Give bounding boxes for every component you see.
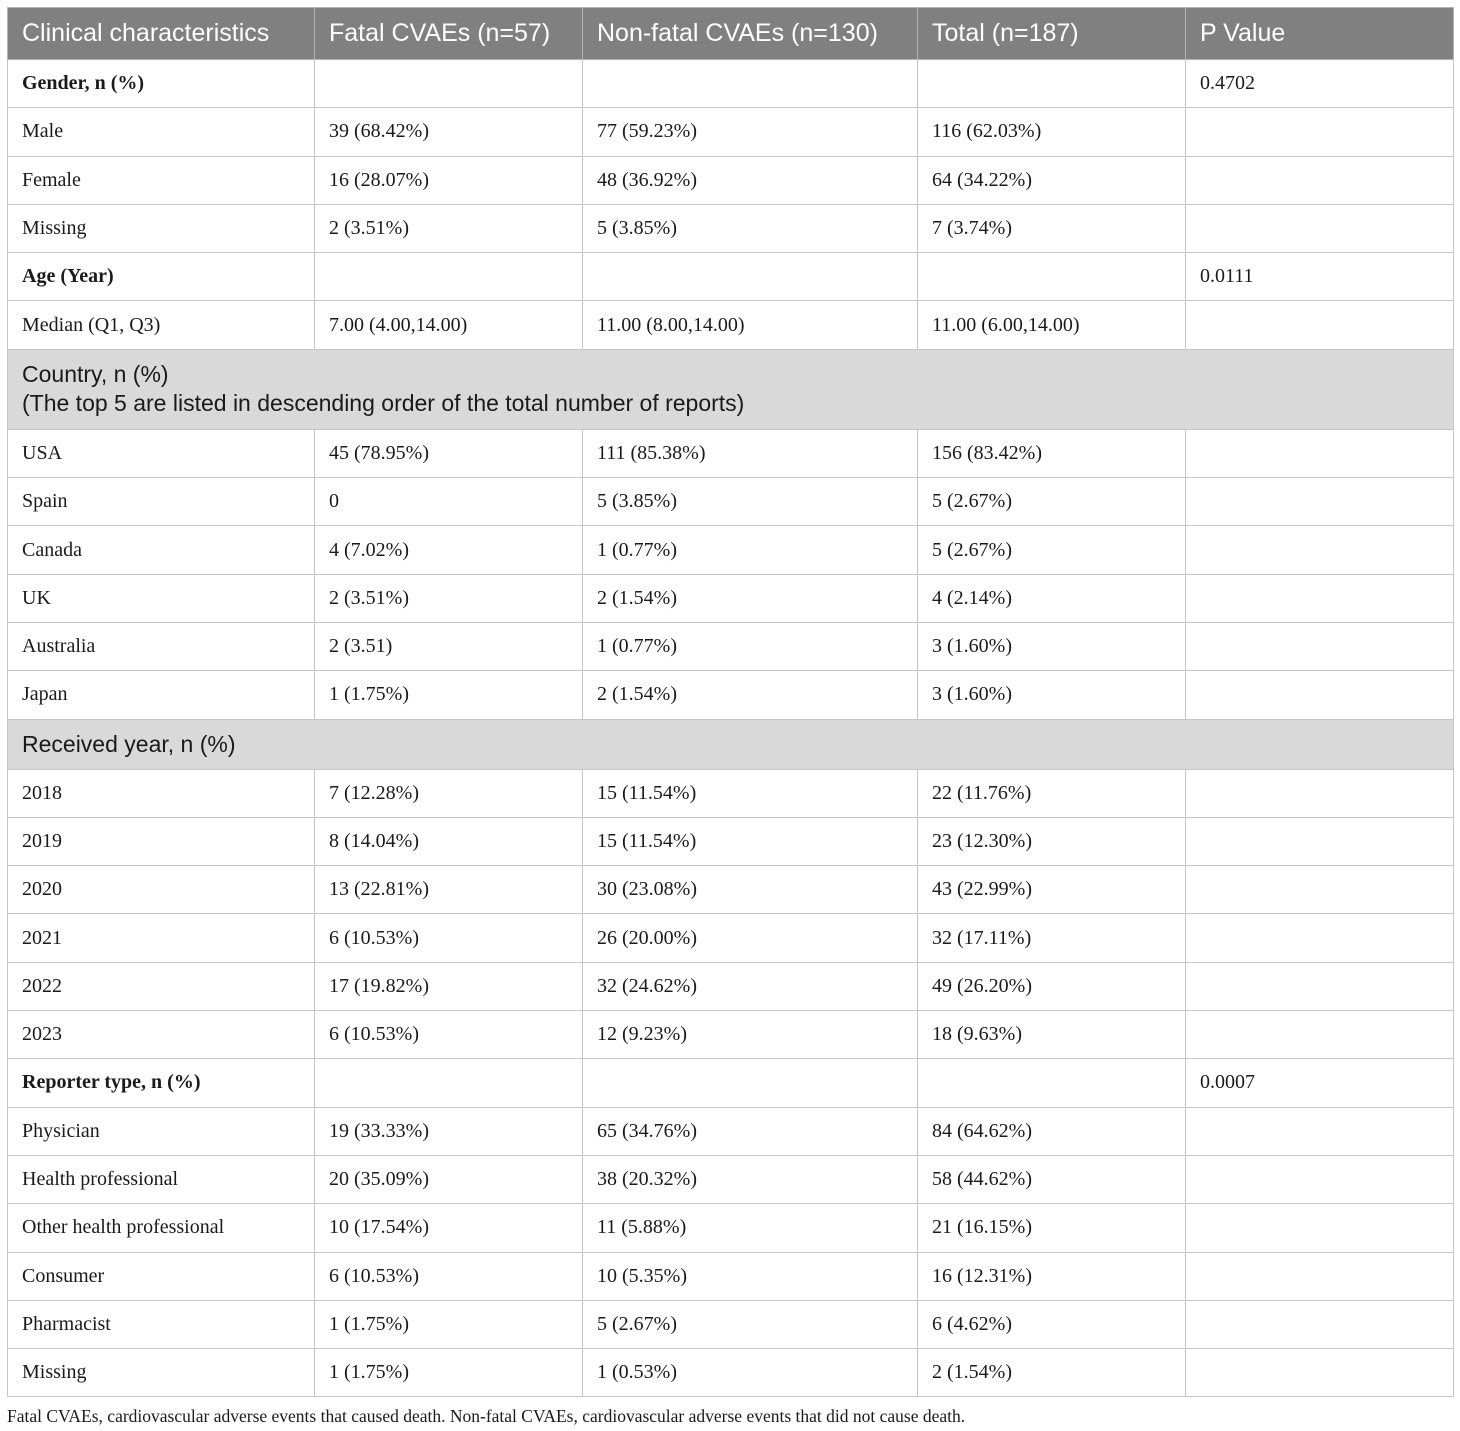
cell-total: 7 (3.74%) bbox=[918, 204, 1186, 252]
cell-nonfatal: 2 (1.54%) bbox=[583, 574, 918, 622]
cell-total: 64 (34.22%) bbox=[918, 156, 1186, 204]
table-row bbox=[8, 478, 1454, 526]
cell-nonfatal: 38 (20.32%) bbox=[583, 1155, 918, 1203]
cell-characteristic: 2023 bbox=[8, 1011, 315, 1059]
table-row bbox=[8, 156, 1454, 204]
cell-nonfatal: 12 (9.23%) bbox=[583, 1011, 918, 1059]
cell-p-value bbox=[1186, 1252, 1454, 1300]
cell-nonfatal: 48 (36.92%) bbox=[583, 156, 918, 204]
cell-total: 6 (4.62%) bbox=[918, 1300, 1186, 1348]
cell-p-value bbox=[1186, 914, 1454, 962]
cell-total: 21 (16.15%) bbox=[918, 1204, 1186, 1252]
cell-total bbox=[918, 253, 1186, 301]
cell-total: 5 (2.67%) bbox=[918, 478, 1186, 526]
cell-nonfatal: 5 (2.67%) bbox=[583, 1300, 918, 1348]
table-row bbox=[8, 429, 1454, 477]
cell-p-value: 0.4702 bbox=[1186, 60, 1454, 108]
table-footnote: Fatal CVAEs, cardiovascular adverse events that caused death. Non-fatal CVAEs, cardiovascular adverse events that did not cause death. bbox=[7, 1406, 966, 1426]
cell-total: 32 (17.11%) bbox=[918, 914, 1186, 962]
cell-characteristic: Male bbox=[8, 108, 315, 156]
cell-p-value bbox=[1186, 1155, 1454, 1203]
cell-p-value bbox=[1186, 478, 1454, 526]
cell-nonfatal: 10 (5.35%) bbox=[583, 1252, 918, 1300]
cell-nonfatal: 11 (5.88%) bbox=[583, 1204, 918, 1252]
header-fatal: Fatal CVAEs (n=57) bbox=[315, 8, 583, 60]
section-label bbox=[8, 349, 1454, 429]
cell-fatal: 7 (12.28%) bbox=[315, 769, 583, 817]
cell-nonfatal: 15 (11.54%) bbox=[583, 817, 918, 865]
cell-fatal bbox=[315, 1059, 583, 1107]
cell-characteristic: Australia bbox=[8, 622, 315, 670]
cell-fatal bbox=[315, 60, 583, 108]
cell-fatal: 2 (3.51%) bbox=[315, 204, 583, 252]
cell-nonfatal: 1 (0.53%) bbox=[583, 1349, 918, 1397]
cell-total bbox=[918, 60, 1186, 108]
cell-p-value bbox=[1186, 962, 1454, 1010]
cell-p-value bbox=[1186, 1349, 1454, 1397]
header-total: Total (n=187) bbox=[918, 8, 1186, 60]
cell-p-value bbox=[1186, 429, 1454, 477]
table-row bbox=[8, 1300, 1454, 1348]
cell-p-value bbox=[1186, 108, 1454, 156]
cell-total: 16 (12.31%) bbox=[918, 1252, 1186, 1300]
cell-p-value: 0.0007 bbox=[1186, 1059, 1454, 1107]
group-row-reporter-type bbox=[8, 1059, 1454, 1107]
cell-nonfatal: 11.00 (8.00,14.00) bbox=[583, 301, 918, 349]
cell-p-value bbox=[1186, 156, 1454, 204]
cell-p-value bbox=[1186, 671, 1454, 719]
cell-fatal: 39 (68.42%) bbox=[315, 108, 583, 156]
cell-characteristic: Missing bbox=[8, 1349, 315, 1397]
cell-total: 5 (2.67%) bbox=[918, 526, 1186, 574]
table-row bbox=[8, 962, 1454, 1010]
header-row bbox=[8, 8, 1454, 60]
section-label bbox=[8, 719, 1454, 769]
cell-total: 156 (83.42%) bbox=[918, 429, 1186, 477]
cell-nonfatal: 111 (85.38%) bbox=[583, 429, 918, 477]
cell-characteristic: 2020 bbox=[8, 866, 315, 914]
table-row bbox=[8, 914, 1454, 962]
cell-characteristic: 2022 bbox=[8, 962, 315, 1010]
table-row bbox=[8, 204, 1454, 252]
cell-p-value bbox=[1186, 1204, 1454, 1252]
group-label: Age (Year) bbox=[8, 253, 315, 301]
cell-characteristic: Consumer bbox=[8, 1252, 315, 1300]
cell-characteristic: Health professional bbox=[8, 1155, 315, 1203]
cell-p-value: 0.0111 bbox=[1186, 253, 1454, 301]
cell-characteristic: Pharmacist bbox=[8, 1300, 315, 1348]
table-row bbox=[8, 1349, 1454, 1397]
group-row-gender bbox=[8, 60, 1454, 108]
cell-fatal: 6 (10.53%) bbox=[315, 1011, 583, 1059]
table-row bbox=[8, 574, 1454, 622]
header-p-value: P Value bbox=[1186, 8, 1454, 60]
cell-characteristic: Female bbox=[8, 156, 315, 204]
cell-nonfatal: 5 (3.85%) bbox=[583, 478, 918, 526]
cell-nonfatal: 2 (1.54%) bbox=[583, 671, 918, 719]
cell-fatal: 4 (7.02%) bbox=[315, 526, 583, 574]
cell-total bbox=[918, 1059, 1186, 1107]
cell-nonfatal: 26 (20.00%) bbox=[583, 914, 918, 962]
group-label: Gender, n (%) bbox=[8, 60, 315, 108]
cell-p-value bbox=[1186, 301, 1454, 349]
cell-characteristic: UK bbox=[8, 574, 315, 622]
section-row-received-year bbox=[8, 719, 1454, 769]
cell-fatal: 2 (3.51) bbox=[315, 622, 583, 670]
cell-nonfatal: 32 (24.62%) bbox=[583, 962, 918, 1010]
cell-p-value bbox=[1186, 526, 1454, 574]
cell-fatal: 8 (14.04%) bbox=[315, 817, 583, 865]
table-row bbox=[8, 1252, 1454, 1300]
cell-characteristic: 2018 bbox=[8, 769, 315, 817]
cell-characteristic: Other health professional bbox=[8, 1204, 315, 1252]
header-characteristics: Clinical characteristics bbox=[8, 8, 315, 60]
cell-fatal: 1 (1.75%) bbox=[315, 671, 583, 719]
cell-total: 23 (12.30%) bbox=[918, 817, 1186, 865]
cell-total: 2 (1.54%) bbox=[918, 1349, 1186, 1397]
cell-nonfatal: 15 (11.54%) bbox=[583, 769, 918, 817]
cell-p-value bbox=[1186, 866, 1454, 914]
cell-fatal: 10 (17.54%) bbox=[315, 1204, 583, 1252]
cell-fatal: 17 (19.82%) bbox=[315, 962, 583, 1010]
cell-characteristic: Canada bbox=[8, 526, 315, 574]
cell-characteristic: 2021 bbox=[8, 914, 315, 962]
group-row-age bbox=[8, 253, 1454, 301]
cell-p-value bbox=[1186, 1107, 1454, 1155]
cell-total: 84 (64.62%) bbox=[918, 1107, 1186, 1155]
cell-nonfatal bbox=[583, 253, 918, 301]
table-container bbox=[7, 7, 1453, 1397]
cell-fatal: 7.00 (4.00,14.00) bbox=[315, 301, 583, 349]
cell-p-value bbox=[1186, 204, 1454, 252]
cell-fatal: 6 (10.53%) bbox=[315, 914, 583, 962]
cell-p-value bbox=[1186, 1300, 1454, 1348]
clinical-characteristics-table bbox=[7, 7, 1454, 1397]
table-row bbox=[8, 817, 1454, 865]
cell-p-value bbox=[1186, 622, 1454, 670]
table-row bbox=[8, 671, 1454, 719]
section-title: Country, n (%) bbox=[22, 361, 169, 388]
cell-total: 116 (62.03%) bbox=[918, 108, 1186, 156]
header-nonfatal: Non-fatal CVAEs (n=130) bbox=[583, 8, 918, 60]
cell-fatal: 45 (78.95%) bbox=[315, 429, 583, 477]
table-row bbox=[8, 301, 1454, 349]
table-row bbox=[8, 866, 1454, 914]
cell-characteristic: 2019 bbox=[8, 817, 315, 865]
table-row bbox=[8, 1107, 1454, 1155]
cell-characteristic: Japan bbox=[8, 671, 315, 719]
cell-total: 43 (22.99%) bbox=[918, 866, 1186, 914]
cell-total: 11.00 (6.00,14.00) bbox=[918, 301, 1186, 349]
section-title: Received year, n (%) bbox=[22, 730, 236, 757]
cell-total: 3 (1.60%) bbox=[918, 671, 1186, 719]
section-row-country bbox=[8, 349, 1454, 429]
cell-characteristic: Median (Q1, Q3) bbox=[8, 301, 315, 349]
cell-total: 22 (11.76%) bbox=[918, 769, 1186, 817]
cell-p-value bbox=[1186, 574, 1454, 622]
cell-fatal: 1 (1.75%) bbox=[315, 1300, 583, 1348]
cell-nonfatal: 5 (3.85%) bbox=[583, 204, 918, 252]
cell-fatal: 20 (35.09%) bbox=[315, 1155, 583, 1203]
cell-characteristic: USA bbox=[8, 429, 315, 477]
cell-total: 4 (2.14%) bbox=[918, 574, 1186, 622]
cell-fatal: 6 (10.53%) bbox=[315, 1252, 583, 1300]
cell-total: 3 (1.60%) bbox=[918, 622, 1186, 670]
cell-fatal: 0 bbox=[315, 478, 583, 526]
cell-fatal: 19 (33.33%) bbox=[315, 1107, 583, 1155]
cell-nonfatal: 1 (0.77%) bbox=[583, 526, 918, 574]
table-row bbox=[8, 622, 1454, 670]
table-row bbox=[8, 108, 1454, 156]
cell-characteristic: Spain bbox=[8, 478, 315, 526]
table-row bbox=[8, 1155, 1454, 1203]
cell-total: 58 (44.62%) bbox=[918, 1155, 1186, 1203]
table-row bbox=[8, 1204, 1454, 1252]
cell-p-value bbox=[1186, 817, 1454, 865]
cell-nonfatal bbox=[583, 60, 918, 108]
cell-total: 49 (26.20%) bbox=[918, 962, 1186, 1010]
group-label: Reporter type, n (%) bbox=[8, 1059, 315, 1107]
cell-fatal bbox=[315, 253, 583, 301]
cell-fatal: 16 (28.07%) bbox=[315, 156, 583, 204]
cell-fatal: 13 (22.81%) bbox=[315, 866, 583, 914]
cell-nonfatal: 65 (34.76%) bbox=[583, 1107, 918, 1155]
cell-characteristic: Physician bbox=[8, 1107, 315, 1155]
cell-fatal: 1 (1.75%) bbox=[315, 1349, 583, 1397]
cell-fatal: 2 (3.51%) bbox=[315, 574, 583, 622]
table-row bbox=[8, 769, 1454, 817]
section-note: (The top 5 are listed in descending order of the total number of reports) bbox=[22, 390, 745, 417]
cell-nonfatal: 77 (59.23%) bbox=[583, 108, 918, 156]
cell-nonfatal: 1 (0.77%) bbox=[583, 622, 918, 670]
cell-characteristic: Missing bbox=[8, 204, 315, 252]
cell-p-value bbox=[1186, 1011, 1454, 1059]
table-row bbox=[8, 1011, 1454, 1059]
table-row bbox=[8, 526, 1454, 574]
cell-p-value bbox=[1186, 769, 1454, 817]
cell-nonfatal bbox=[583, 1059, 918, 1107]
cell-total: 18 (9.63%) bbox=[918, 1011, 1186, 1059]
cell-nonfatal: 30 (23.08%) bbox=[583, 866, 918, 914]
